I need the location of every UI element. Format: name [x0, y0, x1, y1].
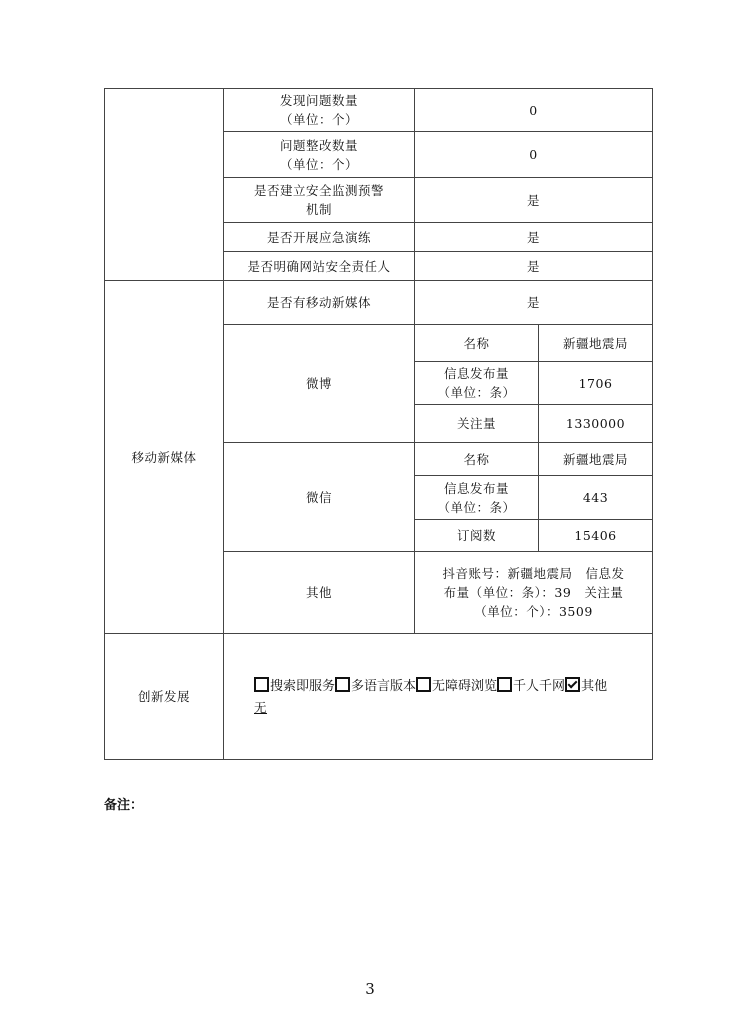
weibo-posts-value: 1706	[539, 362, 653, 405]
issues-fixed-label: 问题整改数量 （单位：个）	[224, 132, 415, 178]
checkbox-icon[interactable]	[254, 677, 269, 692]
option-multilingual[interactable]: 多语言版本	[335, 679, 416, 694]
innovation-other-value: 无	[254, 699, 268, 715]
option-search-service[interactable]: 搜索即服务	[254, 679, 335, 694]
wechat-label: 微信	[224, 443, 415, 552]
other-media-value: 抖音账号：新疆地震局 信息发 布量（单位：条）：39 关注量 （单位：个）：3509	[415, 552, 653, 634]
checkbox-checked-icon[interactable]	[565, 677, 580, 692]
wechat-name-label: 名称	[415, 443, 539, 476]
monitoring-value: 是	[415, 178, 653, 223]
option-accessibility[interactable]: 无障碍浏览	[416, 679, 497, 694]
checkbox-icon[interactable]	[416, 677, 431, 692]
innovation-label: 创新发展	[105, 634, 224, 760]
remark-label: 备注：	[104, 798, 144, 813]
report-table	[104, 88, 653, 760]
has-mobile-label: 是否有移动新媒体	[224, 281, 415, 325]
issues-found-label: 发现问题数量 （单位：个）	[224, 89, 415, 132]
weibo-label: 微博	[224, 325, 415, 443]
weibo-name-value: 新疆地震局	[539, 325, 653, 362]
issues-fixed-value: 0	[415, 132, 653, 178]
wechat-posts-label: 信息发布量 （单位：条）	[415, 476, 539, 520]
option-personalized[interactable]: 千人千网	[497, 679, 565, 694]
option-other[interactable]: 其他	[565, 679, 607, 694]
weibo-posts-label: 信息发布量 （单位：条）	[415, 362, 539, 405]
checkbox-icon[interactable]	[335, 677, 350, 692]
weibo-name-label: 名称	[415, 325, 539, 362]
drill-label: 是否开展应急演练	[224, 223, 415, 252]
monitoring-label: 是否建立安全监测预警 机制	[224, 178, 415, 223]
innovation-options	[224, 634, 653, 760]
other-media-label: 其他	[224, 552, 415, 634]
security-section-cell	[105, 89, 224, 281]
responsible-label: 是否明确网站安全责任人	[224, 252, 415, 281]
wechat-posts-value: 443	[539, 476, 653, 520]
checkbox-icon[interactable]	[497, 677, 512, 692]
issues-found-value: 0	[415, 89, 653, 132]
page-number: 3	[365, 980, 375, 998]
wechat-name-value: 新疆地震局	[539, 443, 653, 476]
wechat-subscribers-value: 15406	[539, 520, 653, 552]
wechat-subscribers-label: 订阅数	[415, 520, 539, 552]
mobile-section-label: 移动新媒体	[105, 281, 224, 634]
drill-value: 是	[415, 223, 653, 252]
responsible-value: 是	[415, 252, 653, 281]
has-mobile-value: 是	[415, 281, 653, 325]
weibo-followers-label: 关注量	[415, 405, 539, 443]
weibo-followers-value: 1330000	[539, 405, 653, 443]
